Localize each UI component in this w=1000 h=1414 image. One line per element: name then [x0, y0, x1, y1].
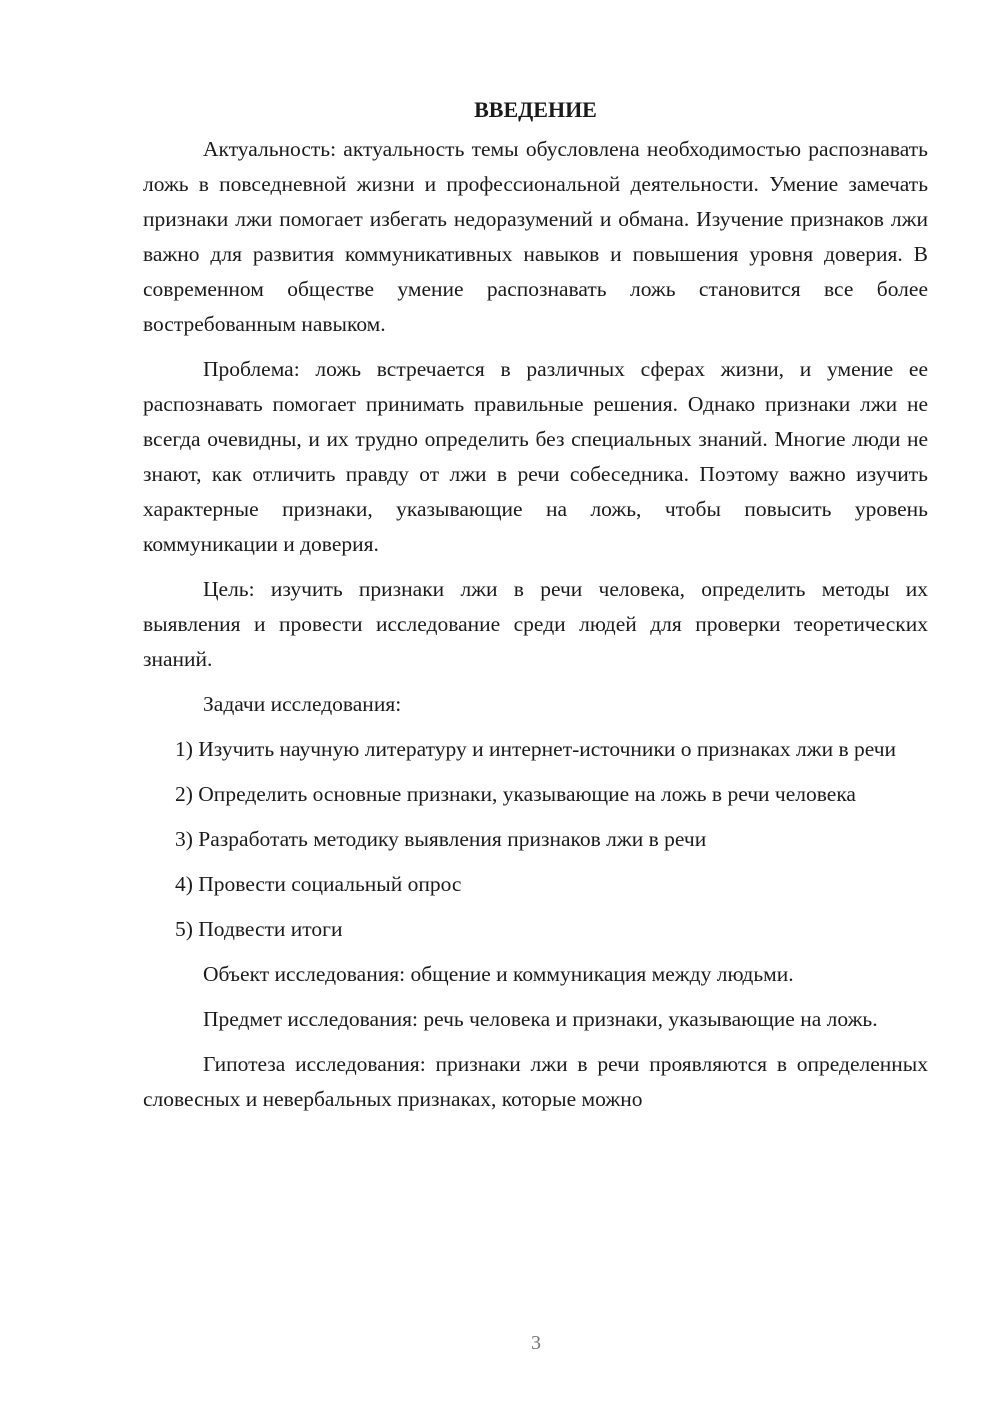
paragraph-goal: Цель: изучить признаки лжи в речи человека, определить методы их выявления и провести исследование среди людей для проверки теоретических знаний.	[143, 577, 928, 671]
paragraph-object: Объект исследования: общение и коммуникация между людьми.	[203, 962, 794, 986]
tasks-title: Задачи исследования:	[203, 692, 402, 716]
section-heading: ВВЕДЕНИЕ	[474, 97, 597, 122]
task-item-2: 2) Определить основные признаки, указывающие на ложь в речи человека	[175, 782, 856, 806]
task-item-3: 3) Разработать методику выявления признаков лжи в речи	[175, 827, 707, 851]
task-item-4: 4) Провести социальный опрос	[175, 872, 462, 896]
task-item-5: 5) Подвести итоги	[175, 917, 343, 941]
page-number: 3	[531, 1332, 541, 1354]
paragraph-relevance: Актуальность: актуальность темы обусловлена необходимостью распознавать ложь в повседневной жизни и профессиональной деятельности. Умение замечать признаки лжи помогает избегать недоразумений и обмана. Изучение признаков лжи важно для развития коммуникативных навыков и повышения уровня доверия. В современном обществе умение распознавать ложь становится все более востребованным навыком.	[143, 137, 928, 336]
paragraph-hypothesis: Гипотеза исследования: признаки лжи в речи проявляются в определенных словесных и невербальных признаках, которые можно	[143, 1052, 928, 1111]
paragraph-problem: Проблема: ложь встречается в различных сферах жизни, и умение ее распознавать помогает принимать правильные решения. Однако признаки лжи не всегда очевидны, и их трудно определить без специальных знаний. Многие люди не знают, как отличить правду от лжи в речи собеседника. Поэтому важно изучить характерные признаки, указывающие на ложь, чтобы повысить уровень коммуникации и доверия.	[143, 357, 928, 556]
document-page	[143, 92, 928, 1127]
paragraph-subject: Предмет исследования: речь человека и признаки, указывающие на ложь.	[203, 1007, 878, 1031]
task-item-1: 1) Изучить научную литературу и интернет-источники о признаках лжи в речи	[175, 737, 897, 761]
